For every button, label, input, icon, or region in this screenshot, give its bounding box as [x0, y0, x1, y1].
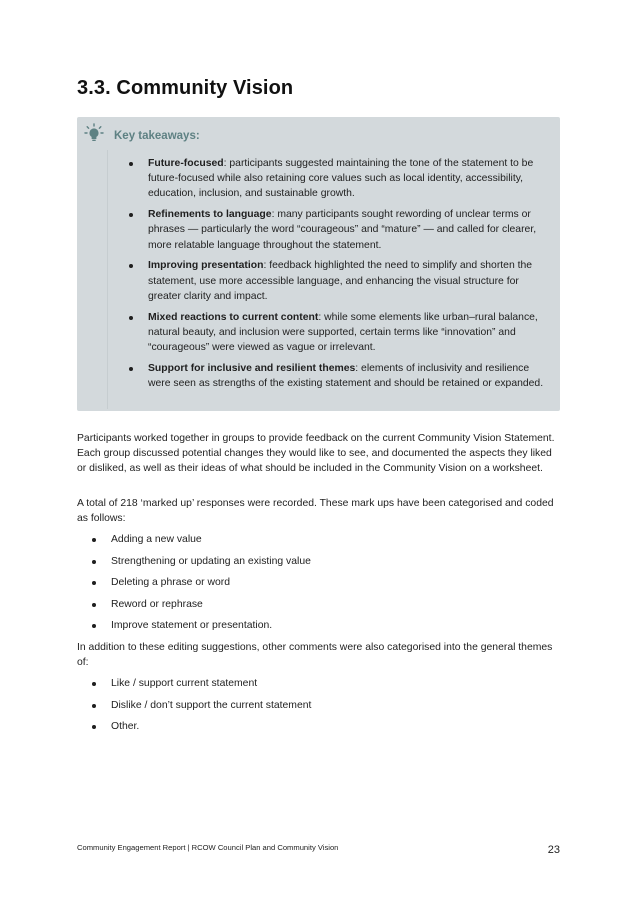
lightbulb-icon [84, 123, 104, 143]
list-item: Other. [77, 719, 557, 734]
key-takeaways-box [77, 117, 560, 411]
takeaway-text: : feedback highlighted the need to simplify and shorten the statement, use more accessible language, and enhancing the visual structure for greater clarity and impact. [148, 260, 533, 302]
takeaway-text: : many participants sought rewording of unclear terms or phrases — particularly the word “courageous” and “mature” — and called for clearer, more relatable language throughout the statement. [148, 209, 537, 251]
takeaway-term: Refinements to language [148, 209, 272, 221]
list-item: Improve statement or presentation. [77, 618, 557, 633]
list-item: Like / support current statement [77, 676, 557, 691]
box-divider [107, 150, 108, 409]
takeaways-list [126, 156, 552, 397]
responses-paragraph: A total of 218 ‘marked up’ responses were recorded. These mark ups have been categorised and coded as follows: [77, 498, 554, 525]
section-title: 3.3. Community Vision [77, 77, 294, 99]
categories-list [77, 532, 557, 640]
takeaway-term: Improving presentation [148, 260, 264, 272]
takeaway-term: Future-focused [148, 158, 224, 169]
list-item: Strengthening or updating an existing value [77, 554, 557, 569]
takeaway-item [126, 258, 552, 304]
takeaway-item [126, 361, 552, 391]
takeaway-item [126, 156, 552, 202]
takeaway-text: : while some elements like urban–rural balance, natural beauty, and inclusion were supported, certain terms like “innovation” and “courageous” were viewed as vague or irrelevant. [148, 311, 538, 354]
intro-paragraph: Participants worked together in groups to provide feedback on the current Community Vision Statement. Each group discussed potential changes they would like to see, and documented the aspects they liked or disliked, as well as their ideas of what should be included in the Community Vision on a worksheet. [77, 433, 555, 475]
themes-paragraph: In addition to these editing suggestions, other comments were also categorised into the general themes of: [77, 642, 553, 669]
takeaway-text: : participants suggested maintaining the tone of the statement to be future-focused while also retaining core values such as local identity, accessibility, education, inclusion, and sustainable growth. [148, 158, 534, 200]
takeaway-item [126, 310, 552, 356]
list-item: Reword or rephrase [77, 597, 557, 612]
list-item: Adding a new value [77, 532, 557, 547]
takeaway-text: : elements of inclusivity and resilience were seen as strengths of the existing statement and should be retained or expanded. [148, 362, 544, 390]
takeaway-item [126, 207, 552, 253]
takeaway-term: Mixed reactions to current content [148, 311, 319, 323]
themes-list [77, 676, 557, 741]
list-item: Dislike / don’t support the current statement [77, 698, 557, 713]
page-number: 23 [547, 844, 560, 856]
takeaways-heading: Key takeaways: [114, 130, 200, 142]
footer-document-title: Community Engagement Report | RCOW Council Plan and Community Vision [77, 843, 339, 852]
list-item: Deleting a phrase or word [77, 575, 557, 590]
takeaway-term: Support for inclusive and resilient themes [148, 362, 356, 374]
